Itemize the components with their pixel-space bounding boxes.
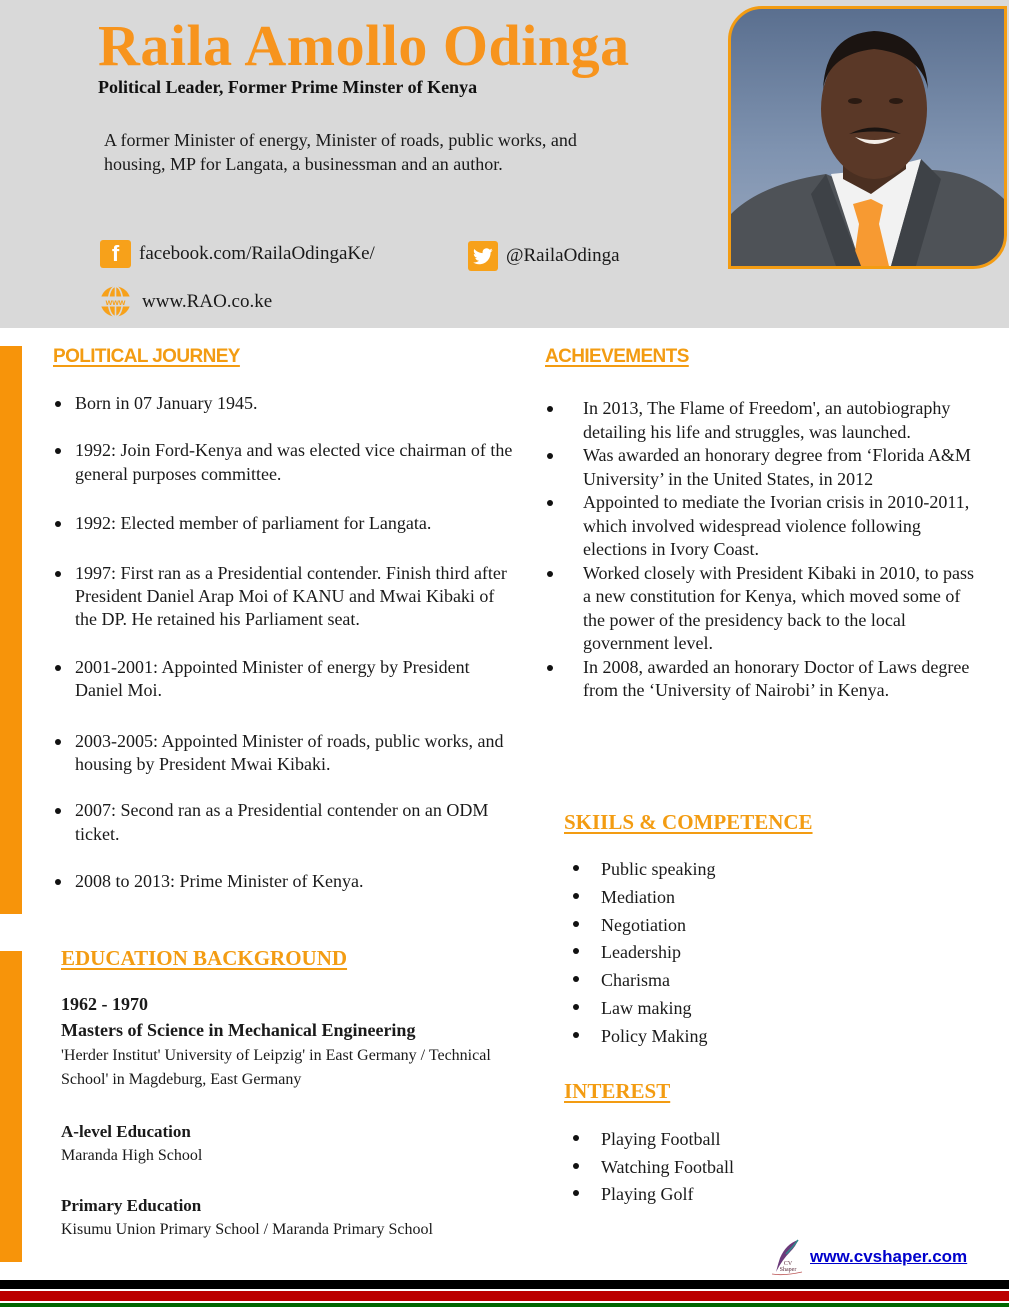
- profile-summary: A former Minister of energy, Minister of roads, public works, and housing, MP for Langata, a businessman and an author.: [104, 130, 577, 174]
- list-item: Was awarded an honorary degree from ‘Florida A&M University’ in the United States, in 2012: [545, 444, 985, 491]
- bullet-icon: [573, 1190, 579, 1196]
- bullet-icon: [547, 406, 553, 412]
- education-institution: 'Herder Institut' University of Leipzig' in East Germany / Technical School' in Magdeburg, East Germany: [61, 1047, 491, 1088]
- education-years: 1962 - 1970: [61, 994, 148, 1014]
- list-item: Mediation: [568, 884, 868, 912]
- education-degree: Masters of Science in Mechanical Engineering: [61, 1020, 416, 1040]
- list-item: 2008 to 2013: Prime Minister of Kenya.: [53, 870, 513, 893]
- bullet-icon: [573, 865, 579, 871]
- list-item: In 2013, The Flame of Freedom', an autobiography detailing his life and struggles, was launched.: [545, 397, 985, 444]
- bullet-icon: [55, 401, 61, 407]
- section-title-achievements: ACHIEVEMENTS: [545, 346, 689, 367]
- section-title-political-journey: POLITICAL JOURNEY: [53, 346, 240, 367]
- svg-text:CV: CV: [783, 1261, 793, 1267]
- list-item: Public speaking: [568, 856, 868, 884]
- portrait-illustration: [731, 9, 1004, 266]
- list-item: Policy Making: [568, 1023, 868, 1051]
- list-item: In 2008, awarded an honorary Doctor of Laws degree from the ‘University of Nairobi’ in Kenya.: [545, 656, 985, 703]
- twitter-label: @RailaOdinga: [506, 245, 620, 266]
- education-institution: Maranda High School: [61, 1147, 203, 1164]
- flag-stripe-green: [0, 1303, 1009, 1307]
- bullet-icon: [573, 1004, 579, 1010]
- bullet-icon: [55, 571, 61, 577]
- bullet-icon: [55, 521, 61, 527]
- list-item: Charisma: [568, 967, 868, 995]
- education-degree: Primary Education: [61, 1196, 202, 1215]
- bullet-icon: [573, 1163, 579, 1169]
- skills-list: [568, 856, 868, 1051]
- education-entry: [61, 992, 511, 1092]
- header-band: [0, 0, 1009, 328]
- globe-www-icon: [99, 285, 132, 318]
- list-item: Watching Football: [568, 1154, 868, 1182]
- list-item: 2001-2001: Appointed Minister of energy by President Daniel Moi.: [53, 656, 513, 703]
- list-item: 2007: Second ran as a Presidential contender on an ODM ticket.: [53, 799, 513, 846]
- list-item: 2003-2005: Appointed Minister of roads, public works, and housing by President Mwai Kibaki.: [53, 730, 513, 777]
- bullet-icon: [55, 808, 61, 814]
- accent-bar-top: [0, 346, 22, 914]
- list-item: 1992: Elected member of parliament for Langata.: [53, 512, 513, 535]
- education-institution: Kisumu Union Primary School / Maranda Primary School: [61, 1221, 433, 1238]
- candidate-title: Political Leader, Former Prime Minster of Kenya: [98, 77, 478, 97]
- section-title-interests: INTEREST: [564, 1079, 671, 1103]
- bullet-icon: [573, 1135, 579, 1141]
- list-item: Born in 07 January 1945.: [53, 392, 513, 415]
- twitter-icon: [468, 241, 498, 271]
- flag-stripe-black: [0, 1280, 1009, 1289]
- cvshaper-link[interactable]: www.cvshaper.com: [810, 1247, 968, 1266]
- bullet-icon: [547, 453, 553, 459]
- list-item: Negotiation: [568, 912, 868, 940]
- education-entry: [61, 1120, 511, 1168]
- candidate-name: Raila Amollo Odinga: [98, 13, 630, 78]
- list-item: Leadership: [568, 939, 868, 967]
- bullet-icon: [573, 893, 579, 899]
- education-degree: A-level Education: [61, 1122, 191, 1141]
- contact-twitter[interactable]: [468, 241, 620, 271]
- website-label: www.RAO.co.ke: [142, 290, 273, 312]
- flag-stripe-red: [0, 1291, 1009, 1301]
- education-entry: [61, 1194, 511, 1242]
- svg-text:Shaper: Shaper: [779, 1267, 797, 1273]
- list-item: Worked closely with President Kibaki in 2010, to pass a new constitution for Kenya, which moved some of the power of the presidency back to the local government level.: [545, 562, 985, 656]
- bullet-icon: [55, 879, 61, 885]
- list-item: Playing Golf: [568, 1181, 868, 1209]
- list-item: Appointed to mediate the Ivorian crisis in 2010-2011, which involved widespread violence following elections in Ivory Coast.: [545, 491, 985, 562]
- svg-text:www: www: [105, 297, 126, 307]
- bullet-icon: [547, 500, 553, 506]
- political-journey-list: [53, 392, 513, 894]
- list-item: Law making: [568, 995, 868, 1023]
- contact-facebook[interactable]: [100, 240, 375, 268]
- achievements-list: [545, 397, 985, 703]
- section-title-skills: SKIILS & COMPETENCE: [564, 810, 813, 834]
- bullet-icon: [547, 571, 553, 577]
- accent-bar-bottom: [0, 951, 22, 1262]
- facebook-label: facebook.com/RailaOdingaKe/: [139, 243, 375, 264]
- profile-photo: [728, 6, 1007, 269]
- facebook-icon: f: [100, 240, 131, 268]
- bullet-icon: [573, 921, 579, 927]
- list-item: Playing Football: [568, 1126, 868, 1154]
- contact-website[interactable]: [99, 285, 272, 318]
- list-item: 1992: Join Ford-Kenya and was elected vice chairman of the general purposes committee.: [53, 439, 513, 486]
- bullet-icon: [573, 976, 579, 982]
- cvshaper-logo: [768, 1238, 804, 1276]
- bullet-icon: [547, 665, 553, 671]
- bullet-icon: [573, 948, 579, 954]
- bullet-icon: [55, 665, 61, 671]
- section-title-education: EDUCATION BACKGROUND: [61, 946, 348, 970]
- bullet-icon: [573, 1032, 579, 1038]
- bullet-icon: [55, 739, 61, 745]
- bullet-icon: [55, 448, 61, 454]
- interests-list: [568, 1126, 868, 1209]
- list-item: 1997: First ran as a Presidential contender. Finish third after President Daniel Arap Moi of KANU and Mwai Kibaki of the DP. He retained his Parliament seat.: [53, 562, 513, 632]
